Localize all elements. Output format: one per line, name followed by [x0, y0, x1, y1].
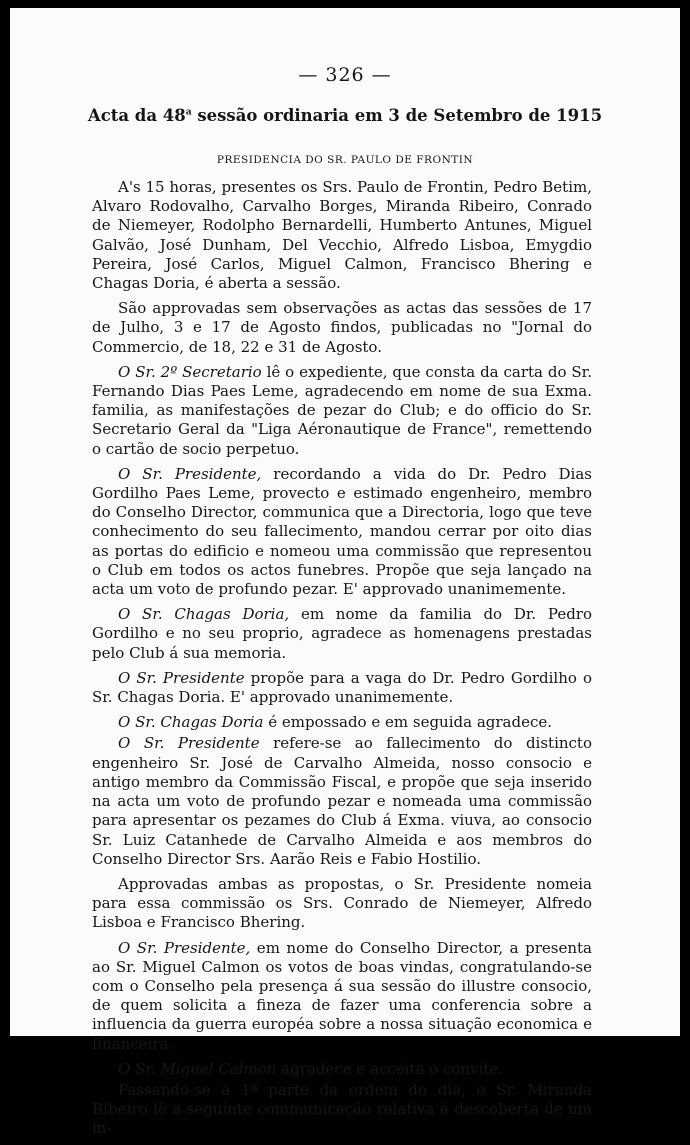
paragraph-text: em nome da familia do Dr. Pedro Gordilho e no seu proprio, agradece as homenagens prestadas pelo Club á sua memoria.: [92, 605, 592, 662]
paragraph-text: Passando-se á 1ª parte da ordem do dia, o Sr. Miranda Ribeiro lê a seguinte communicação relativa á descoberta de um in-: [92, 1080, 592, 1138]
paragraph-vacancy-proposal: [92, 669, 592, 707]
paragraph-acceptance: [92, 1060, 592, 1079]
paragraph-text: em nome do Conselho Director, a presenta ao Sr. Miguel Calmon os votos de boas vindas, congratulando-se com o Conselho pela presença á sua sessão do illustre consocio, de quem solicita a fineza de fazer uma conferencia sobre a influencia da guerra européa sobre a nossa situação economica e financeira.: [92, 938, 592, 1053]
paragraph-family-thanks: [92, 605, 592, 663]
paragraph-text: é empossado e em seguida agradece.: [263, 713, 552, 732]
speaker-lead: O Sr. Presidente,: [118, 464, 262, 483]
speaker-lead: O Sr. Chagas Doria,: [118, 605, 290, 624]
paragraph-order-of-day: [92, 1081, 592, 1139]
paragraph-text: São approvadas sem observações as actas das sessões de 17 de Julho, 3 e 17 de Agosto findos, publicadas no "Jornal do Commercio, de 18, 22 e 31 de Agosto.: [92, 299, 592, 356]
minutes-title-post: sessão ordinaria em 3 de Setembro de 1915: [191, 106, 603, 125]
paragraph-text: refere-se ao fallecimento do distincto engenheiro Sr. José de Carvalho Almeida, nosso consocio e antigo membro da Commissão Fiscal, e propõe que seja inserido na acta um voto de profundo pezar e nomeada uma commissão para apresentar os pezames do Club á Exma. viuva, ao consocio Sr. Luiz Catanhede de Carvalho Almeida e aos membros do Conselho Director Srs. Aarão Reis e Fabio Hostilio.: [92, 734, 592, 868]
paragraph-attendance: [92, 178, 592, 293]
paragraph-inauguration: [92, 713, 592, 732]
speaker-lead: O Sr. Chagas Doria: [118, 713, 264, 732]
paragraph-approval-of-minutes: [92, 299, 592, 357]
paragraph-commission-appointment: [92, 875, 592, 933]
paragraph-president-tribute: [92, 465, 592, 599]
paragraph-text: A's 15 horas, presentes os Srs. Paulo de Frontin, Pedro Betim, Alvaro Rodovalho, Carvalho Borges, Miranda Ribeiro, Conrado de Niemeyer, Rodolpho Bernardelli, Humberto Antunes, Miguel Galvão, José Dunham, Del Vecchio, Alfredo Lisboa, Emygdio Pereira, José Carlos, Miguel Calmon, Francisco Bhering e Chagas Doria, é aberta a sessão.: [92, 178, 592, 293]
paragraph-condolences-proposal: [92, 734, 592, 868]
speaker-lead: O Sr. Miguel Calmon: [118, 1059, 277, 1078]
speaker-lead: O Sr. Presidente: [118, 668, 245, 687]
minutes-body: [92, 178, 592, 1145]
presidency-line: PRESIDENCIA DO SR. PAULO DE FRONTIN: [216, 154, 474, 166]
paragraph-welcome: [92, 939, 592, 1054]
paragraph-text: propõe para a vaga do Dr. Pedro Gordilho o Sr. Chagas Doria. E' approvado unanimemente.: [92, 668, 592, 707]
paragraph-text: Approvadas ambas as propostas, o Sr. Presidente nomeia para essa commissão os Srs. Conrado de Niemeyer, Alfredo Lisboa e Francisco Bhering.: [92, 874, 592, 932]
speaker-lead: O Sr. 2º Secretario: [118, 362, 262, 381]
page-number: — 326 —: [298, 64, 392, 86]
minutes-title-ordinal: a: [185, 107, 192, 118]
document-page: [10, 8, 680, 1138]
paragraph-secretary-correspondence: [92, 363, 592, 459]
speaker-lead: O Sr. Presidente,: [118, 938, 251, 957]
minutes-title-pre: Acta da 48: [87, 106, 186, 125]
paragraph-text: lê o expediente, que consta da carta do Sr. Fernando Dias Paes Leme, agradecendo em nome de sua Exma. familia, as manifestações de pezar do Club; e do officio do Sr. Secretario Geral da "Liga Aéronautique de France", remettendo o cartão de socio perpetuo.: [92, 362, 592, 458]
minutes-title: [10, 106, 680, 125]
speaker-lead: O Sr. Presidente: [118, 734, 260, 753]
paragraph-text: recordando a vida do Dr. Pedro Dias Gordilho Paes Leme, provecto e estimado engenheiro, membro do Conselho Director, communica que a Directoria, logo que teve conhecimento do seu fallecimento, mandou cerrar por oito dias as portas do edificio e nomeou uma commissão que representou o Club em todos os actos funebres. Propõe que seja lançado na acta um voto de profundo pezar. E' approvado unanimemente.: [92, 464, 592, 599]
paragraph-text: agradece e acceita o convite.: [276, 1059, 503, 1078]
